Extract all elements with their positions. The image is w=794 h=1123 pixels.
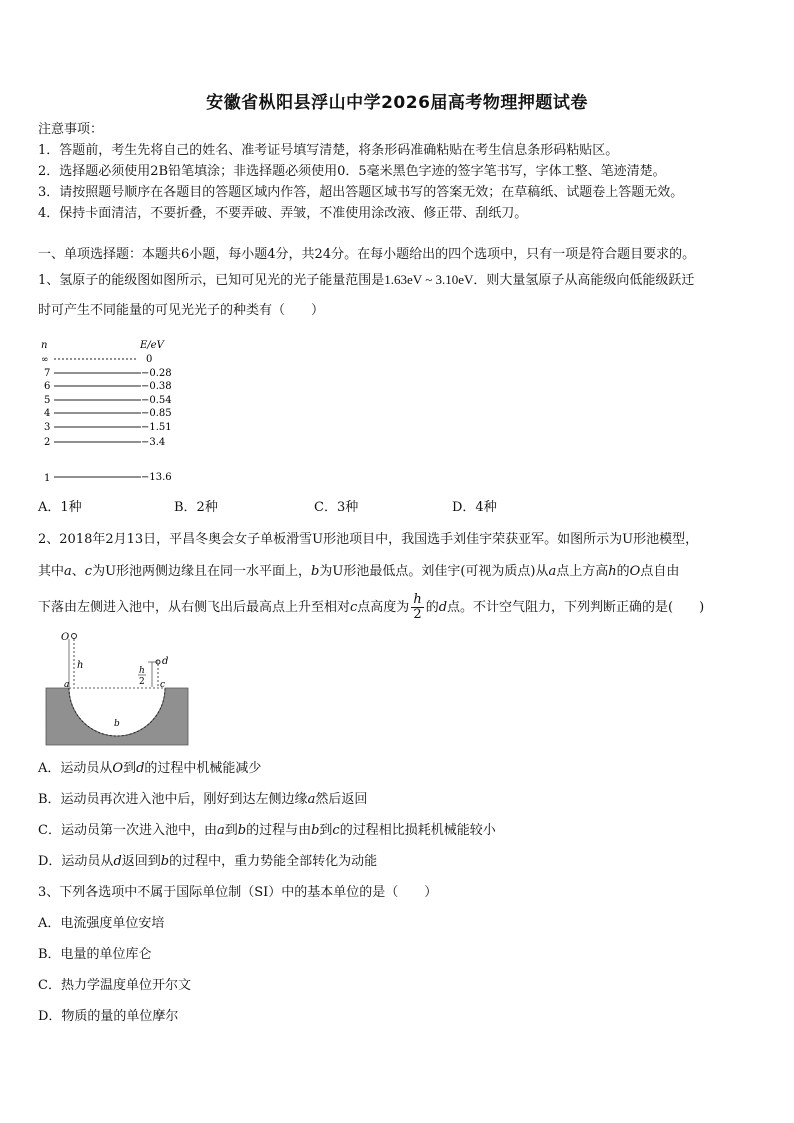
q2-text: 、 [71,564,85,579]
label-d: d [162,656,169,667]
level-e-4: −0.85 [141,408,172,419]
section-heading: 一、单项选择题：本题共6小题，每小题4分，共24分。在每小题给出的四个选项中，只有一项是符合题目要求的。 [38,247,696,262]
q2-opt-text: 到 [123,761,137,776]
q1-text-b: ．则大量氢原子从高能级向低能级跃迁 [473,273,695,288]
q1-text-a: 1、氢原子的能级图如图所示，已知可见光的光子能量范围是 [38,273,385,288]
q2-option-b [38,791,367,808]
q1-stem-line1 [38,271,694,289]
var-d: d [136,761,145,776]
var-d: d [438,600,448,615]
label-b: b [114,719,120,729]
page-title: 安徽省枞阳县浮山中学2026届高考物理押题试卷 [206,93,588,113]
q1-energy-range: 1.63eV ~ 3.10eV [384,272,474,287]
label-O: O [61,632,70,643]
level-e-2: −3.4 [141,437,166,448]
var-a: a [307,792,316,807]
q3-option-d: D．物质的量的单位摩尔 [38,1009,179,1024]
q2-option-c [38,822,496,839]
var-c: c [332,823,340,838]
var-b: b [237,823,247,838]
level-n-1: 1 [44,473,51,484]
q2-opt-text: 的过程与由 [246,823,312,838]
var-O: O [112,761,124,776]
var-c: c [350,600,358,615]
q2-opt-text: A．运动员从 [38,761,113,776]
var-a: a [216,823,225,838]
level-n-7: 7 [44,368,51,379]
point-O-marker [72,634,77,639]
label-half-den: 2 [139,677,145,687]
var-d: d [113,854,122,869]
energy-level-diagram [38,336,188,486]
q2-opt-text: B．运动员再次进入池中后，刚好到达左侧边缘 [38,792,308,807]
level-e-1: −13.6 [141,472,172,483]
q2-option-a [38,760,261,777]
notice-item-1: 1．答题前，考生先将自己的姓名、准考证号填写清楚，将条形码准确粘贴在考生信息条形码粘贴区。 [38,143,619,158]
q2-text: 点。不计空气阻力，下列判断正确的是( ) [447,600,705,615]
label-c: c [160,680,166,690]
q2-opt-text: 然后返回 [315,792,368,807]
q3-option-b: B．电量的单位库仑 [38,947,152,962]
notice-item-2: 2．选择题必须使用2B铅笔填涂；非选择题必须使用0．5毫米黑色字迹的签字笔书写，字体工整、笔迹清楚。 [38,164,666,179]
q2-opt-text: D．运动员从 [38,854,114,869]
fraction-numerator: h [413,592,422,607]
q2-text: 下落由左侧进入池中，从右侧飞出后最高点上升至相对 [38,600,351,615]
energy-axis-label: E/eV [140,340,164,351]
level-n-3: 3 [44,422,51,433]
notice-item-4: 4．保持卡面清洁，不要折叠，不要弄破、弄皱，不准使用涂改液、修正带、刮纸刀。 [38,206,528,221]
level-e-7: −0.28 [141,368,172,379]
label-half-num: h [139,666,145,676]
level-e-6: −0.38 [141,381,172,392]
var-b: b [311,823,320,838]
fraction-denominator: 2 [413,607,422,622]
level-e-5: −0.54 [141,395,172,406]
q2-text: 为U形池两侧边缘且在同一水平面上， [92,564,312,579]
label-a: a [64,680,70,690]
label-h: h [77,660,84,671]
q2-option-d [38,853,377,870]
q2-opt-text: 的过程中，重力势能全部转化为动能 [169,854,378,869]
fraction-h-over-2 [411,593,423,622]
q3-stem: 3、下列各选项中不属于国际单位制（SI）中的基本单位的是（ ） [38,885,438,900]
var-h: h [608,564,617,579]
q3-option-c: C．热力学温度单位开尔文 [38,978,191,993]
level-n-5: 5 [44,395,51,406]
q2-text: 点高度为 [357,600,410,615]
q1-option-d: D．4种 [452,500,497,515]
level-n-4: 4 [44,408,51,419]
q2-opt-text: 到 [224,823,238,838]
q1-option-b: B．2种 [174,500,218,515]
q1-option-c: C．3种 [314,500,359,515]
q2-text: 点自由 [640,564,680,579]
var-O: O [629,564,641,579]
var-a: a [64,564,72,579]
level-e-3: −1.51 [141,422,172,433]
n-axis-label: n [41,340,48,351]
q2-opt-text: 返回到 [121,854,161,869]
q2-text: 其中 [38,564,65,579]
var-b: b [311,564,320,579]
u-pool-diagram [44,630,194,748]
q2-opt-text: 的过程相比损耗机械能较小 [339,823,496,838]
notice-heading: 注意事项： [38,122,104,137]
q2-stem-line3 [38,590,704,626]
q2-stem-line2 [38,563,679,580]
level-n-inf: ∞ [41,355,49,365]
q2-stem-line1: 2、2018年2月13日，平昌冬奥会女子单板滑雪U形池项目中，我国选手刘佳宇荣获亚军。如图所示为U形池模型， [38,532,699,547]
q3-option-a: A．电流强度单位安培 [38,916,165,931]
q2-text: 点上方高 [556,564,609,579]
q2-text: 的 [616,564,630,579]
q1-option-a: A．1种 [38,500,82,515]
level-e-inf: 0 [146,354,153,365]
var-b: b [160,854,170,869]
q2-opt-text: 的过程中机械能减少 [144,761,262,776]
var-a: a [548,564,557,579]
q2-text: 为U形池最低点。刘佳宇(可视为质点)从 [319,564,549,579]
q2-text: 的 [425,600,439,615]
q2-opt-text: C．运动员第一次进入池中，由 [38,823,217,838]
level-n-2: 2 [44,437,51,448]
level-n-6: 6 [44,381,51,392]
q2-opt-text: 到 [319,823,333,838]
notice-item-3: 3．请按照题号顺序在各题目的答题区域内作答，超出答题区域书写的答案无效；在草稿纸、试题卷上答题无效。 [38,185,684,200]
var-c: c [84,564,93,579]
q1-stem-line2: 时可产生不同能量的可见光光子的种类有（ ） [38,303,325,318]
u-pool-body [46,688,188,745]
